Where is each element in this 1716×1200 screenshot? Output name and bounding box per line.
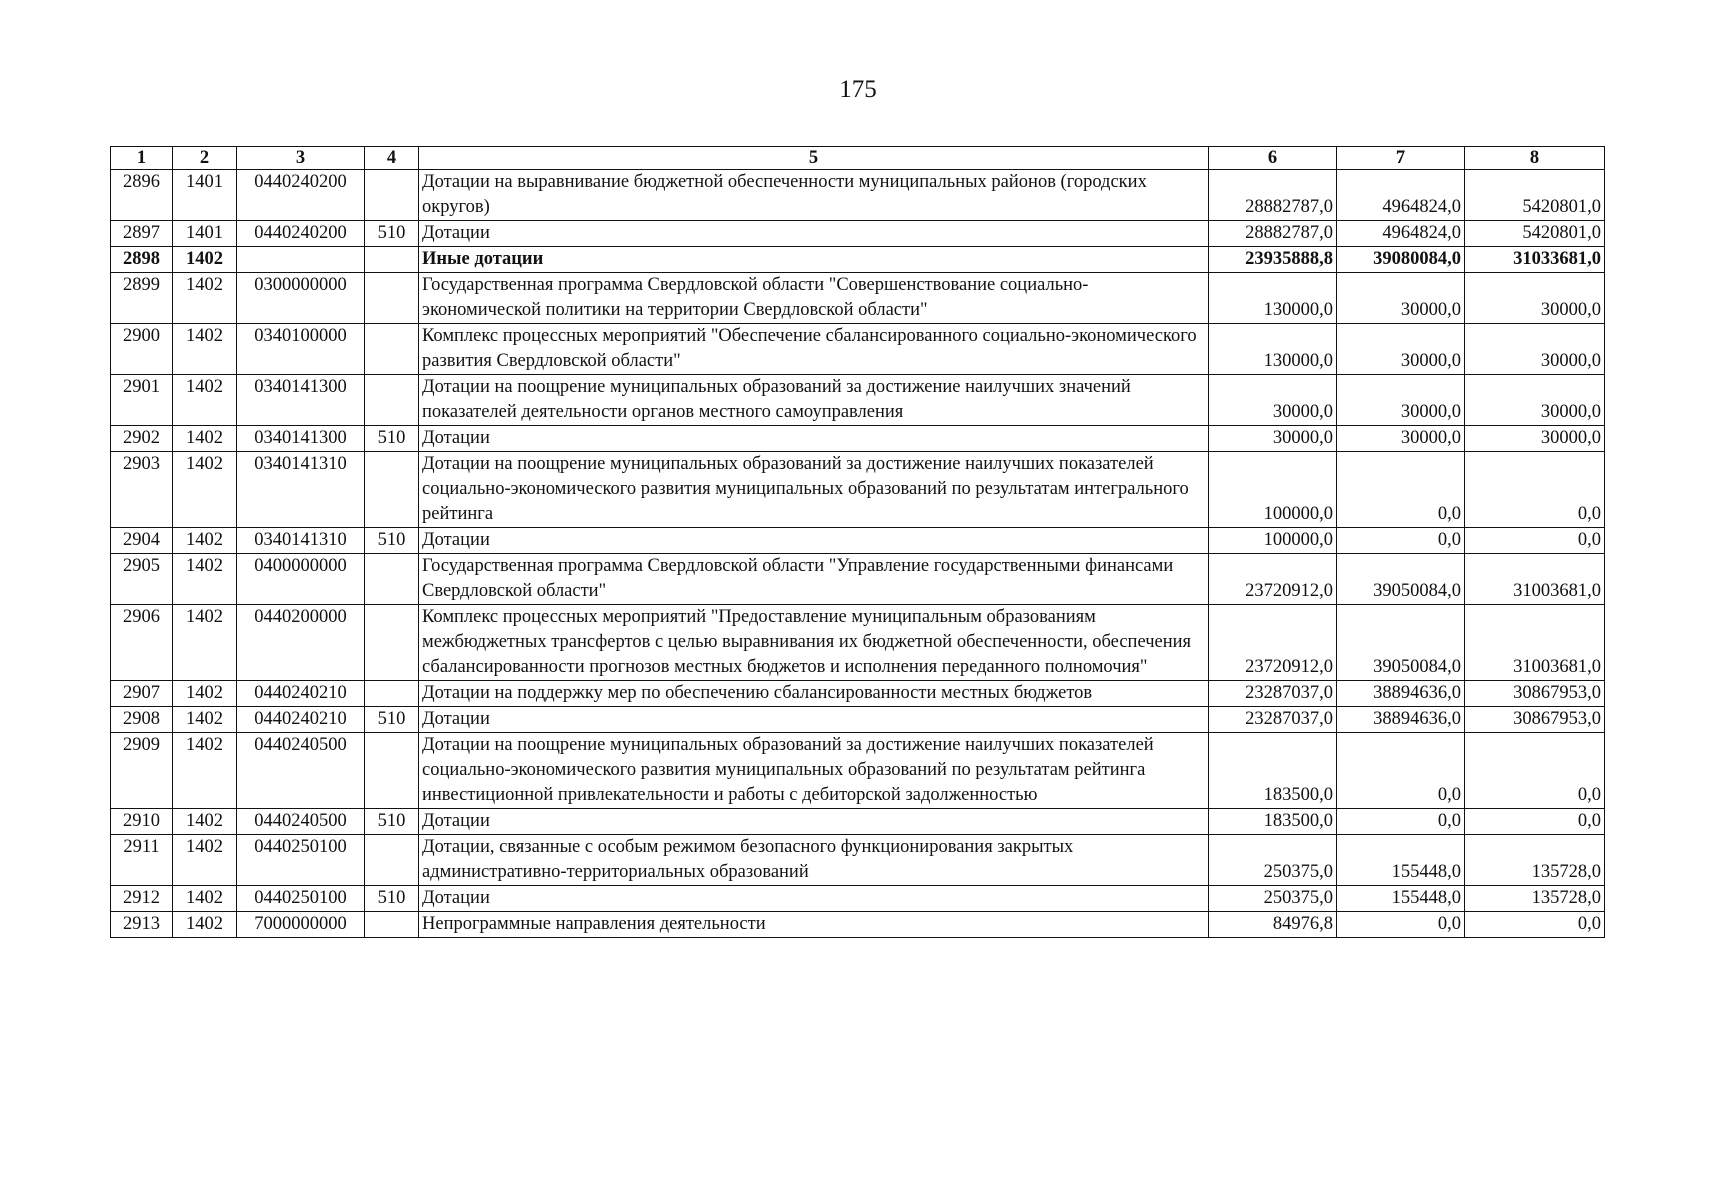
amount-col7-cell: 39080084,0: [1337, 247, 1465, 273]
expense-type-cell: [365, 324, 419, 375]
table-row: [111, 426, 1605, 452]
target-article-cell: 0440240200: [237, 221, 365, 247]
table-row: [111, 681, 1605, 707]
amount-col7-cell: 0,0: [1337, 733, 1465, 809]
name-cell: Комплекс процессных мероприятий "Обеспечение сбалансированного социально-экономического развития Свердловской области": [419, 324, 1209, 375]
target-article-cell: 0340141310: [237, 528, 365, 554]
amount-col7-cell: 38894636,0: [1337, 681, 1465, 707]
amount-col6-cell: 23287037,0: [1209, 681, 1337, 707]
row-number-cell: 2901: [111, 375, 173, 426]
name-cell: Дотации: [419, 426, 1209, 452]
row-number-cell: 2904: [111, 528, 173, 554]
column-header: 8: [1465, 147, 1605, 170]
table-row: [111, 247, 1605, 273]
expense-type-cell: [365, 375, 419, 426]
name-cell: Дотации: [419, 707, 1209, 733]
target-article-cell: 0440240200: [237, 170, 365, 221]
amount-col6-cell: 28882787,0: [1209, 170, 1337, 221]
target-article-cell: 7000000000: [237, 912, 365, 938]
section-code-cell: 1402: [173, 452, 237, 528]
table-row: [111, 733, 1605, 809]
target-article-cell: 0340141310: [237, 452, 365, 528]
table-row: [111, 273, 1605, 324]
column-header: 6: [1209, 147, 1337, 170]
name-cell: Дотации, связанные с особым режимом безопасного функционирования закрытых административно-территориальных образований: [419, 835, 1209, 886]
section-code-cell: 1401: [173, 221, 237, 247]
name-cell: Дотации на поощрение муниципальных образований за достижение наилучших показателей социально-экономического развития муниципальных образований по результатам рейтинга инвестиционной привлекательности и работы с дебиторской задолженностью: [419, 733, 1209, 809]
column-header: 5: [419, 147, 1209, 170]
target-article-cell: 0440200000: [237, 605, 365, 681]
table-row: [111, 170, 1605, 221]
table-body: [111, 170, 1605, 938]
row-number-cell: 2900: [111, 324, 173, 375]
target-article-cell: 0400000000: [237, 554, 365, 605]
table-row: [111, 221, 1605, 247]
section-code-cell: 1402: [173, 809, 237, 835]
amount-col7-cell: 4964824,0: [1337, 221, 1465, 247]
amount-col6-cell: 130000,0: [1209, 324, 1337, 375]
expense-type-cell: 510: [365, 809, 419, 835]
amount-col7-cell: 30000,0: [1337, 324, 1465, 375]
expense-type-cell: 510: [365, 528, 419, 554]
expense-type-cell: [365, 452, 419, 528]
amount-col7-cell: 155448,0: [1337, 835, 1465, 886]
amount-col8-cell: 30000,0: [1465, 324, 1605, 375]
target-article-cell: 0340141300: [237, 375, 365, 426]
amount-col7-cell: 30000,0: [1337, 273, 1465, 324]
amount-col6-cell: 84976,8: [1209, 912, 1337, 938]
amount-col6-cell: 23935888,8: [1209, 247, 1337, 273]
name-cell: Дотации: [419, 886, 1209, 912]
expense-type-cell: 510: [365, 221, 419, 247]
section-code-cell: 1402: [173, 375, 237, 426]
row-number-cell: 2909: [111, 733, 173, 809]
section-code-cell: 1402: [173, 912, 237, 938]
section-code-cell: 1402: [173, 605, 237, 681]
amount-col6-cell: 250375,0: [1209, 835, 1337, 886]
expense-type-cell: [365, 681, 419, 707]
amount-col8-cell: 5420801,0: [1465, 221, 1605, 247]
expense-type-cell: [365, 554, 419, 605]
row-number-cell: 2911: [111, 835, 173, 886]
target-article-cell: 0440250100: [237, 835, 365, 886]
expense-type-cell: [365, 733, 419, 809]
section-code-cell: 1402: [173, 554, 237, 605]
amount-col8-cell: 31003681,0: [1465, 554, 1605, 605]
amount-col8-cell: 31003681,0: [1465, 605, 1605, 681]
name-cell: Дотации: [419, 809, 1209, 835]
table-row: [111, 605, 1605, 681]
amount-col6-cell: 23720912,0: [1209, 605, 1337, 681]
section-code-cell: 1402: [173, 247, 237, 273]
amount-col6-cell: 130000,0: [1209, 273, 1337, 324]
section-code-cell: 1402: [173, 324, 237, 375]
amount-col8-cell: 30867953,0: [1465, 707, 1605, 733]
amount-col7-cell: 0,0: [1337, 528, 1465, 554]
column-header: 1: [111, 147, 173, 170]
name-cell: Дотации на поддержку мер по обеспечению сбалансированности местных бюджетов: [419, 681, 1209, 707]
row-number-cell: 2899: [111, 273, 173, 324]
table-row: [111, 886, 1605, 912]
amount-col7-cell: 38894636,0: [1337, 707, 1465, 733]
table-row: [111, 809, 1605, 835]
expense-type-cell: [365, 247, 419, 273]
target-article-cell: 0340100000: [237, 324, 365, 375]
name-cell: Комплекс процессных мероприятий "Предоставление муниципальным образованиям межбюджетных трансфертов с целью выравнивания их бюджетной обеспеченности, обеспечения сбалансированности прогнозов местных бюджетов и исполнения переданного полномочия": [419, 605, 1209, 681]
section-code-cell: 1402: [173, 426, 237, 452]
budget-table: [110, 146, 1605, 938]
amount-col7-cell: 39050084,0: [1337, 605, 1465, 681]
section-code-cell: 1402: [173, 528, 237, 554]
amount-col8-cell: 31033681,0: [1465, 247, 1605, 273]
amount-col8-cell: 0,0: [1465, 733, 1605, 809]
amount-col7-cell: 4964824,0: [1337, 170, 1465, 221]
expense-type-cell: 510: [365, 886, 419, 912]
expense-type-cell: 510: [365, 426, 419, 452]
section-code-cell: 1402: [173, 681, 237, 707]
amount-col7-cell: 0,0: [1337, 452, 1465, 528]
amount-col6-cell: 183500,0: [1209, 809, 1337, 835]
amount-col6-cell: 28882787,0: [1209, 221, 1337, 247]
expense-type-cell: [365, 605, 419, 681]
section-code-cell: 1402: [173, 733, 237, 809]
amount-col8-cell: 135728,0: [1465, 835, 1605, 886]
row-number-cell: 2898: [111, 247, 173, 273]
table-row: [111, 452, 1605, 528]
table-row: [111, 375, 1605, 426]
row-number-cell: 2910: [111, 809, 173, 835]
row-number-cell: 2906: [111, 605, 173, 681]
amount-col7-cell: 0,0: [1337, 912, 1465, 938]
section-code-cell: 1402: [173, 886, 237, 912]
amount-col8-cell: 135728,0: [1465, 886, 1605, 912]
target-article-cell: 0300000000: [237, 273, 365, 324]
amount-col8-cell: 5420801,0: [1465, 170, 1605, 221]
name-cell: Дотации: [419, 528, 1209, 554]
section-code-cell: 1402: [173, 273, 237, 324]
row-number-cell: 2907: [111, 681, 173, 707]
row-number-cell: 2905: [111, 554, 173, 605]
row-number-cell: 2897: [111, 221, 173, 247]
expense-type-cell: [365, 912, 419, 938]
name-cell: Дотации на поощрение муниципальных образований за достижение наилучших показателей социально-экономического развития муниципальных образований по результатам интегрального рейтинга: [419, 452, 1209, 528]
column-header: 4: [365, 147, 419, 170]
target-article-cell: 0440250100: [237, 886, 365, 912]
amount-col7-cell: 0,0: [1337, 809, 1465, 835]
table-row: [111, 554, 1605, 605]
expense-type-cell: [365, 835, 419, 886]
amount-col8-cell: 30000,0: [1465, 426, 1605, 452]
amount-col8-cell: 30000,0: [1465, 375, 1605, 426]
section-code-cell: 1402: [173, 707, 237, 733]
table-row: [111, 835, 1605, 886]
amount-col6-cell: 23287037,0: [1209, 707, 1337, 733]
page-number: 175: [839, 76, 877, 103]
row-number-cell: 2902: [111, 426, 173, 452]
row-number-cell: 2903: [111, 452, 173, 528]
amount-col8-cell: 0,0: [1465, 809, 1605, 835]
name-cell: Государственная программа Свердловской области "Управление государственными финансами Свердловской области": [419, 554, 1209, 605]
column-header: 3: [237, 147, 365, 170]
amount-col6-cell: 30000,0: [1209, 426, 1337, 452]
column-header: 2: [173, 147, 237, 170]
name-cell: Государственная программа Свердловской области "Совершенствование социально-экономической политики на территории Свердловской области": [419, 273, 1209, 324]
header-row: [111, 147, 1605, 170]
row-number-cell: 2913: [111, 912, 173, 938]
amount-col7-cell: 30000,0: [1337, 426, 1465, 452]
amount-col8-cell: 0,0: [1465, 528, 1605, 554]
amount-col8-cell: 0,0: [1465, 912, 1605, 938]
table-row: [111, 707, 1605, 733]
name-cell: Дотации на выравнивание бюджетной обеспеченности муниципальных районов (городских округов): [419, 170, 1209, 221]
section-code-cell: 1401: [173, 170, 237, 221]
amount-col7-cell: 39050084,0: [1337, 554, 1465, 605]
section-code-cell: 1402: [173, 835, 237, 886]
amount-col8-cell: 30000,0: [1465, 273, 1605, 324]
amount-col6-cell: 23720912,0: [1209, 554, 1337, 605]
expense-type-cell: [365, 273, 419, 324]
table-row: [111, 912, 1605, 938]
target-article-cell: 0440240500: [237, 809, 365, 835]
name-cell: Дотации на поощрение муниципальных образований за достижение наилучших значений показателей деятельности органов местного самоуправления: [419, 375, 1209, 426]
target-article-cell: 0440240210: [237, 707, 365, 733]
name-cell: Непрограммные направления деятельности: [419, 912, 1209, 938]
target-article-cell: [237, 247, 365, 273]
name-cell: Иные дотации: [419, 247, 1209, 273]
amount-col6-cell: 100000,0: [1209, 452, 1337, 528]
amount-col8-cell: 0,0: [1465, 452, 1605, 528]
row-number-cell: 2912: [111, 886, 173, 912]
target-article-cell: 0340141300: [237, 426, 365, 452]
amount-col7-cell: 155448,0: [1337, 886, 1465, 912]
amount-col6-cell: 183500,0: [1209, 733, 1337, 809]
target-article-cell: 0440240210: [237, 681, 365, 707]
amount-col6-cell: 30000,0: [1209, 375, 1337, 426]
table-row: [111, 528, 1605, 554]
name-cell: Дотации: [419, 221, 1209, 247]
amount-col7-cell: 30000,0: [1337, 375, 1465, 426]
amount-col6-cell: 250375,0: [1209, 886, 1337, 912]
column-header: 7: [1337, 147, 1465, 170]
row-number-cell: 2908: [111, 707, 173, 733]
amount-col6-cell: 100000,0: [1209, 528, 1337, 554]
table-row: [111, 324, 1605, 375]
amount-col8-cell: 30867953,0: [1465, 681, 1605, 707]
expense-type-cell: [365, 170, 419, 221]
target-article-cell: 0440240500: [237, 733, 365, 809]
expense-type-cell: 510: [365, 707, 419, 733]
row-number-cell: 2896: [111, 170, 173, 221]
